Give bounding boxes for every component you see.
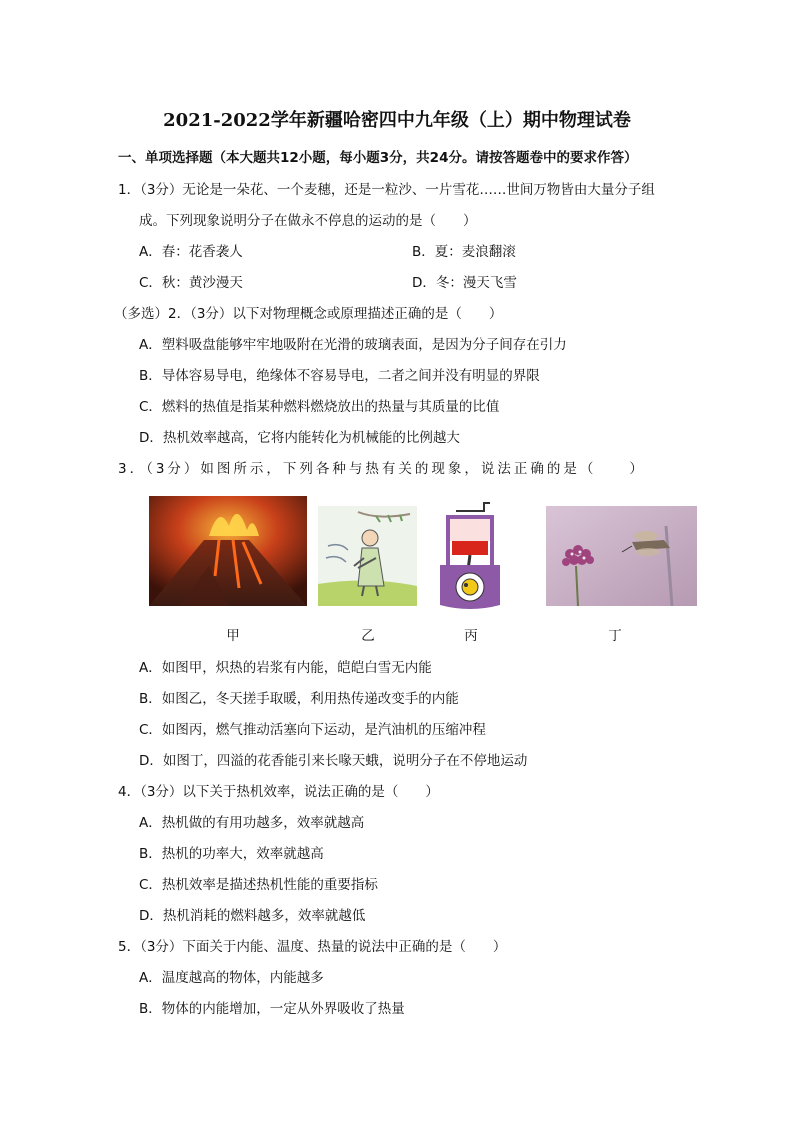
volcano-image <box>149 496 307 606</box>
q3-option-c: C．如图丙，燃气推动活塞向下运动，是汽油机的压缩冲程 <box>139 722 486 738</box>
q2-option-a: A．塑料吸盘能够牢牢地吸附在光滑的玻璃表面，是因为分子间存在引力 <box>139 337 567 353</box>
section-heading: 一、单项选择题（本大题共12小题，每小题3分，共24分。请按答题卷中的要求作答） <box>118 150 638 166</box>
q5-option-b: B．物体的内能增加，一定从外界吸收了热量 <box>139 1001 405 1017</box>
q4-stem: 4．（3分）以下关于热机效率，说法正确的是（ ） <box>118 784 439 800</box>
q2-stem: （多选）2．（3分）以下对物理概念或原理描述正确的是（ ） <box>114 306 503 322</box>
figure-caption-bing: 丙 <box>464 628 478 644</box>
q1-stem-line2: 成。下列现象说明分子在做永不停息的运动的是（ ） <box>139 213 477 229</box>
q2-option-d: D．热机效率越高，它将内能转化为机械能的比例越大 <box>139 430 460 446</box>
figure-caption-ding: 丁 <box>608 628 622 644</box>
q4-option-b: B．热机的功率大，效率就越高 <box>139 846 324 862</box>
q5-option-a: A．温度越高的物体，内能越多 <box>139 970 324 986</box>
q3-stem: 3．（3分）如图所示，下列各种与热有关的现象，说法正确的是（ ） <box>118 461 646 477</box>
q2-option-c: C．燃料的热值是指某种燃料燃烧放出的热量与其质量的比值 <box>139 399 500 415</box>
q2-option-b: B．导体容易导电，绝缘体不容易导电，二者之间并没有明显的界限 <box>139 368 540 384</box>
q1-option-b: B．夏：麦浪翻滚 <box>412 244 516 260</box>
q1-stem-line1: 1．（3分）无论是一朵花、一个麦穗，还是一粒沙、一片雪花……世间万物皆由大量分子组 <box>118 182 655 198</box>
figure-caption-jia: 甲 <box>226 628 240 644</box>
hand-rubbing-image <box>318 506 417 606</box>
q3-option-b: B．如图乙，冬天搓手取暖，利用热传递改变手的内能 <box>139 691 459 707</box>
flower-moth-image <box>546 506 697 606</box>
q5-stem: 5．（3分）下面关于内能、温度、热量的说法中正确的是（ ） <box>118 939 507 955</box>
page-title: 2021-2022学年新疆哈密四中九年级（上）期中物理试卷 <box>163 110 631 131</box>
q3-option-a: A．如图甲，炽热的岩浆有内能，皑皑白雪无内能 <box>139 660 432 676</box>
q4-option-c: C．热机效率是描述热机性能的重要指标 <box>139 877 378 893</box>
q1-option-a: A．春：花香袭人 <box>139 244 243 260</box>
q4-option-a: A．热机做的有用功越多，效率就越高 <box>139 815 365 831</box>
engine-cylinder-image <box>436 499 504 611</box>
q4-option-d: D．热机消耗的燃料越多，效率就越低 <box>139 908 366 924</box>
q1-option-d: D．冬：漫天飞雪 <box>412 275 517 291</box>
figure-caption-yi: 乙 <box>361 628 375 644</box>
q3-option-d: D．如图丁，四溢的花香能引来长喙天蛾，说明分子在不停地运动 <box>139 753 528 769</box>
q1-option-c: C．秋：黄沙漫天 <box>139 275 243 291</box>
